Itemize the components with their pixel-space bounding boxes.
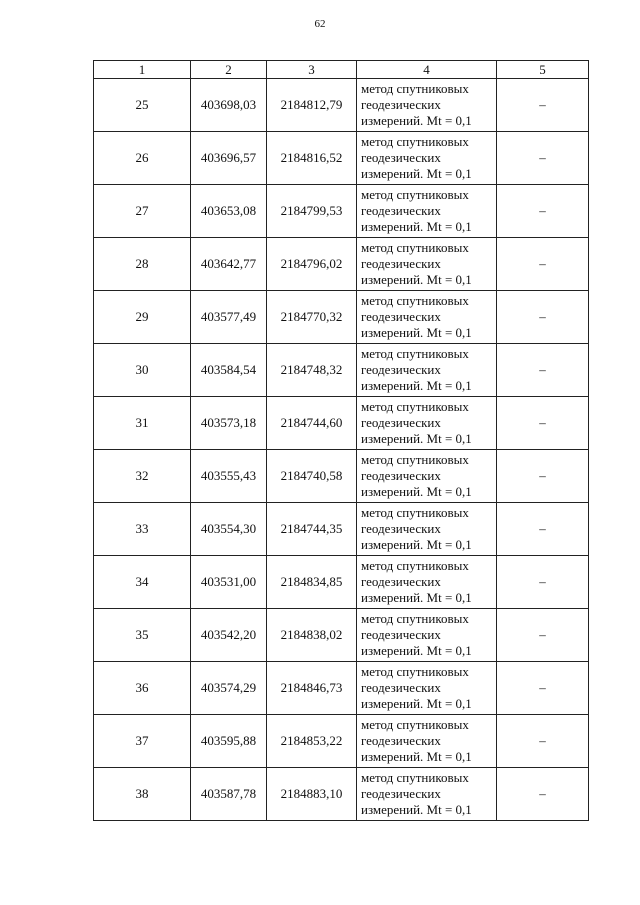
header-col-3: 3 [267,61,357,79]
table-row [94,344,589,397]
table-row [94,132,589,185]
y-coordinate-cell: 2184834,85 [267,556,357,609]
y-coordinate-cell: 2184799,53 [267,185,357,238]
point-number-cell: 29 [94,291,191,344]
note-cell: – [497,556,589,609]
method-line: измерений. Mt = 0,1 [361,113,472,128]
y-coordinate-cell: 2184883,10 [267,768,357,821]
method-line: геодезических [361,97,441,112]
table-row [94,79,589,132]
method-cell [357,662,497,715]
method-line: геодезических [361,362,441,377]
method-line: измерений. Mt = 0,1 [361,749,472,764]
method-line: геодезических [361,574,441,589]
method-cell [357,556,497,609]
x-coordinate-cell: 403555,43 [191,450,267,503]
y-coordinate-cell: 2184816,52 [267,132,357,185]
method-cell [357,344,497,397]
method-cell [357,397,497,450]
method-line: метод спутниковых [361,558,469,573]
x-coordinate-cell: 403595,88 [191,715,267,768]
method-line: измерений. Mt = 0,1 [361,325,472,340]
method-line: метод спутниковых [361,293,469,308]
header-col-2: 2 [191,61,267,79]
method-line: метод спутниковых [361,505,469,520]
method-line: метод спутниковых [361,81,469,96]
x-coordinate-cell: 403574,29 [191,662,267,715]
note-cell: – [497,238,589,291]
coordinates-table [93,60,589,821]
table-row [94,238,589,291]
method-line: геодезических [361,521,441,536]
method-line: измерений. Mt = 0,1 [361,484,472,499]
y-coordinate-cell: 2184744,35 [267,503,357,556]
method-line: измерений. Mt = 0,1 [361,166,472,181]
x-coordinate-cell: 403696,57 [191,132,267,185]
point-number-cell: 36 [94,662,191,715]
point-number-cell: 30 [94,344,191,397]
method-line: измерений. Mt = 0,1 [361,802,472,817]
table-row [94,450,589,503]
method-cell [357,238,497,291]
method-line: измерений. Mt = 0,1 [361,431,472,446]
method-line: измерений. Mt = 0,1 [361,696,472,711]
y-coordinate-cell: 2184740,58 [267,450,357,503]
y-coordinate-cell: 2184853,22 [267,715,357,768]
method-line: геодезических [361,309,441,324]
method-line: измерений. Mt = 0,1 [361,643,472,658]
table-row [94,609,589,662]
note-cell: – [497,397,589,450]
x-coordinate-cell: 403698,03 [191,79,267,132]
method-cell [357,450,497,503]
header-col-4: 4 [357,61,497,79]
y-coordinate-cell: 2184744,60 [267,397,357,450]
x-coordinate-cell: 403577,49 [191,291,267,344]
y-coordinate-cell: 2184770,32 [267,291,357,344]
note-cell: – [497,79,589,132]
method-line: геодезических [361,680,441,695]
point-number-cell: 33 [94,503,191,556]
x-coordinate-cell: 403642,77 [191,238,267,291]
header-col-5: 5 [497,61,589,79]
note-cell: – [497,715,589,768]
x-coordinate-cell: 403584,54 [191,344,267,397]
point-number-cell: 38 [94,768,191,821]
point-number-cell: 37 [94,715,191,768]
method-line: геодезических [361,150,441,165]
table-row [94,185,589,238]
point-number-cell: 26 [94,132,191,185]
x-coordinate-cell: 403573,18 [191,397,267,450]
x-coordinate-cell: 403554,30 [191,503,267,556]
point-number-cell: 28 [94,238,191,291]
method-line: измерений. Mt = 0,1 [361,219,472,234]
note-cell: – [497,768,589,821]
note-cell: – [497,450,589,503]
method-cell [357,503,497,556]
table-row [94,715,589,768]
table-row [94,291,589,344]
point-number-cell: 35 [94,609,191,662]
point-number-cell: 27 [94,185,191,238]
method-line: метод спутниковых [361,240,469,255]
method-line: измерений. Mt = 0,1 [361,378,472,393]
x-coordinate-cell: 403531,00 [191,556,267,609]
x-coordinate-cell: 403587,78 [191,768,267,821]
header-row [94,61,589,79]
table-row [94,768,589,821]
page-number: 62 [314,18,326,30]
table-body [94,79,589,821]
point-number-cell: 25 [94,79,191,132]
method-line: метод спутниковых [361,452,469,467]
note-cell: – [497,132,589,185]
method-line: метод спутниковых [361,134,469,149]
method-cell [357,715,497,768]
point-number-cell: 32 [94,450,191,503]
method-cell [357,185,497,238]
method-line: измерений. Mt = 0,1 [361,590,472,605]
method-line: метод спутниковых [361,399,469,414]
point-number-cell: 34 [94,556,191,609]
method-cell [357,768,497,821]
note-cell: – [497,291,589,344]
note-cell: – [497,662,589,715]
note-cell: – [497,503,589,556]
method-cell [357,79,497,132]
method-line: метод спутниковых [361,346,469,361]
table-header [94,61,589,79]
method-line: метод спутниковых [361,664,469,679]
y-coordinate-cell: 2184748,32 [267,344,357,397]
method-line: геодезических [361,415,441,430]
note-cell: – [497,185,589,238]
header-col-1: 1 [94,61,191,79]
method-line: геодезических [361,733,441,748]
table-row [94,503,589,556]
y-coordinate-cell: 2184838,02 [267,609,357,662]
method-line: измерений. Mt = 0,1 [361,272,472,287]
table-row [94,662,589,715]
method-cell [357,609,497,662]
method-line: геодезических [361,203,441,218]
method-line: геодезических [361,256,441,271]
method-line: метод спутниковых [361,770,469,785]
y-coordinate-cell: 2184812,79 [267,79,357,132]
method-line: метод спутниковых [361,187,469,202]
method-line: метод спутниковых [361,717,469,732]
method-line: метод спутниковых [361,611,469,626]
method-line: геодезических [361,468,441,483]
x-coordinate-cell: 403542,20 [191,609,267,662]
x-coordinate-cell: 403653,08 [191,185,267,238]
method-line: геодезических [361,627,441,642]
y-coordinate-cell: 2184796,02 [267,238,357,291]
y-coordinate-cell: 2184846,73 [267,662,357,715]
table-row [94,556,589,609]
method-cell [357,291,497,344]
method-line: измерений. Mt = 0,1 [361,537,472,552]
method-line: геодезических [361,786,441,801]
point-number-cell: 31 [94,397,191,450]
note-cell: – [497,344,589,397]
table-row [94,397,589,450]
method-cell [357,132,497,185]
note-cell: – [497,609,589,662]
